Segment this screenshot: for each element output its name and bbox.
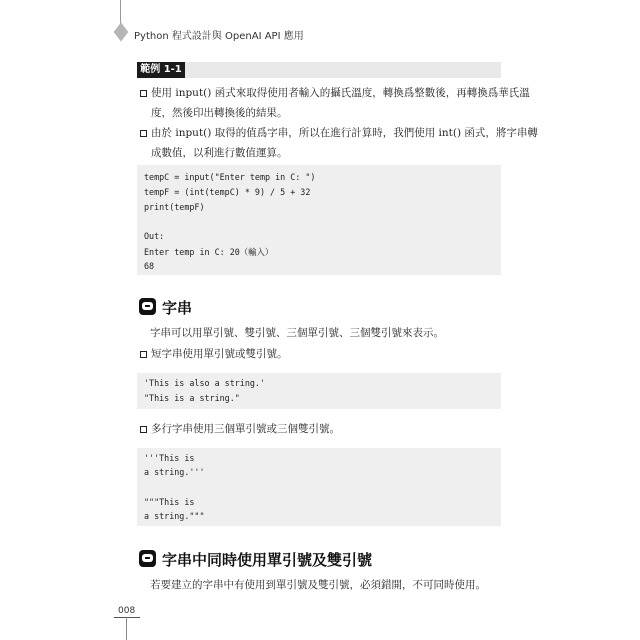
footer-rule xyxy=(114,617,140,618)
code-line: '''This is xyxy=(144,453,195,463)
code-line: "This is a string." xyxy=(144,393,240,403)
robot-icon xyxy=(139,550,156,567)
cube-icon xyxy=(114,22,129,41)
code-block xyxy=(137,373,501,409)
robot-icon xyxy=(139,298,156,315)
code-line: print(tempF) xyxy=(144,202,205,212)
bullet-text: 度，然後印出轉換後的結果。 xyxy=(151,107,288,119)
example-label: 範例 1-1 xyxy=(137,62,185,78)
running-header: Python 程式設計與 OpenAI API 應用 xyxy=(134,31,304,42)
code-line: tempC = input("Enter temp in C: ") xyxy=(144,172,316,182)
section-title: 字串 xyxy=(162,299,193,317)
code-line: a string.''' xyxy=(144,467,205,477)
code-line: tempF = (int(tempC) * 9) / 5 + 32 xyxy=(144,187,311,197)
code-line: 'This is also a string.' xyxy=(144,378,266,388)
footer-tick xyxy=(126,617,127,640)
code-block xyxy=(137,165,501,275)
code-block xyxy=(137,448,501,526)
code-line: Enter temp in C: 20（輸入） xyxy=(144,247,274,257)
section-title: 字串中同時使用單引號及雙引號 xyxy=(162,551,373,569)
bullet-text: 使用 input() 函式來取得使用者輸入的攝氏溫度，轉換爲整數後，再轉換爲華氏溫 xyxy=(151,87,530,99)
example-bar xyxy=(137,62,501,78)
section-intro: 字串可以用單引號、雙引號、三個單引號、三個雙引號來表示。 xyxy=(150,327,444,339)
bullet-text: 短字串使用單引號或雙引號。 xyxy=(151,348,288,360)
page-number: 008 xyxy=(118,606,136,616)
code-line: """This is xyxy=(144,497,195,507)
checkbox-icon xyxy=(140,130,147,137)
checkbox-icon xyxy=(140,351,147,358)
checkbox-icon xyxy=(140,90,147,97)
code-line: 68 xyxy=(144,261,155,271)
bullet-item-3 xyxy=(138,344,506,364)
bullet-item-4 xyxy=(138,419,506,439)
bullet-text: 多行字串使用三個單引號或三個雙引號。 xyxy=(151,423,340,435)
section-intro: 若要建立的字串中有使用到單引號及雙引號，必須錯開，不可同時使用。 xyxy=(150,579,486,591)
code-line: a string.""" xyxy=(144,511,205,521)
bullet-text: 由於 input() 取得的值爲字串，所以在進行計算時，我們使用 int() 函式，將字串轉 xyxy=(151,127,538,139)
code-line: Out: xyxy=(144,231,165,241)
checkbox-icon xyxy=(140,426,147,433)
bullet-text: 成數值，以利進行數值運算。 xyxy=(151,147,288,159)
